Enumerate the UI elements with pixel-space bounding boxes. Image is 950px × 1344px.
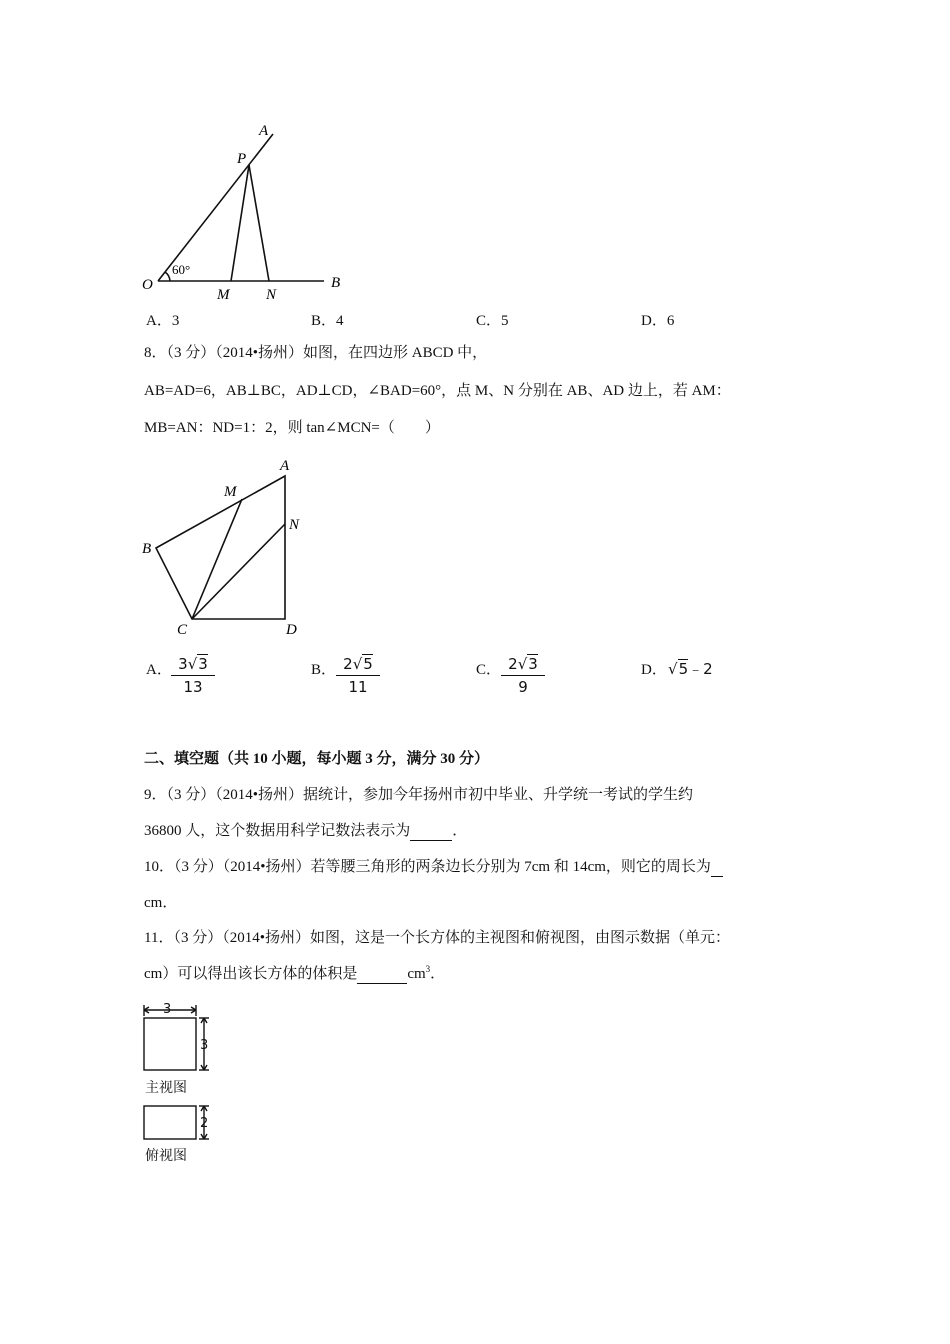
- q7-option-b[interactable]: B．4: [311, 313, 344, 329]
- q8-option-a-fraction: 3√3 13: [171, 655, 215, 696]
- q8-line-1: 8．（3 分）（2014•扬州）如图，在四边形 ABCD 中，: [144, 345, 488, 361]
- figure-quadrilateral-abcd: [136, 452, 326, 642]
- q11-answer-blank[interactable]: [357, 966, 407, 984]
- label-c: C: [177, 622, 188, 638]
- q7-option-c[interactable]: C．5: [476, 313, 509, 329]
- top-view-caption: 俯视图: [145, 1148, 187, 1164]
- figure-cuboid-views: [136, 1000, 226, 1170]
- label-m: M: [224, 484, 237, 500]
- q9-line-2-text: 36800 人，这个数据用科学记数法表示为: [144, 823, 411, 839]
- q11-unit-exponent: 3: [425, 964, 431, 974]
- label-d: D: [286, 622, 297, 638]
- label-a: A: [259, 123, 269, 139]
- q8-option-c-label: C．: [476, 662, 502, 678]
- q8-line-2: AB=AD=6，AB⊥BC，AD⊥CD，∠BAD=60°，点 M、N 分别在 AB、AD 边上，若 AM：: [144, 383, 731, 399]
- q11-line-1: 11．（3 分）（2014•扬州）如图，这是一个长方体的主视图和俯视图，由图示数据（单元：: [144, 930, 730, 946]
- front-view-caption: 主视图: [145, 1080, 187, 1096]
- q9-line-2-end: ．: [452, 823, 468, 839]
- q7-option-a[interactable]: A．3: [146, 313, 180, 329]
- q10-line-2: cm．: [144, 895, 178, 911]
- q10-answer-blank[interactable]: [711, 859, 723, 877]
- q8-option-b-label: B．: [311, 662, 337, 678]
- front-height-label: 3: [200, 1038, 209, 1053]
- label-a: A: [280, 458, 290, 474]
- q10-line-1: [144, 855, 723, 877]
- q11-line-2-end: ．: [430, 966, 446, 982]
- label-b: B: [142, 541, 152, 557]
- q11-unit: cm: [407, 966, 426, 982]
- figure-angle-pmn: [136, 118, 356, 303]
- q11-line-2: [144, 962, 445, 984]
- q8-option-c-fraction: 2√3 9: [501, 655, 545, 696]
- label-n: N: [266, 287, 277, 303]
- label-b: B: [331, 275, 341, 291]
- top-depth-label: 2: [200, 1116, 209, 1131]
- q7-option-d[interactable]: D．6: [641, 313, 675, 329]
- q8-option-d-label: D．: [641, 662, 667, 678]
- q8-line-3: MB=AN：ND=1：2，则 tan∠MCN=（ ）: [144, 420, 440, 436]
- q9-answer-blank[interactable]: [410, 823, 452, 841]
- label-o: O: [142, 277, 153, 293]
- q8-option-a-label: A．: [146, 662, 172, 678]
- front-width-label: 3: [163, 1002, 172, 1017]
- q9-line-2: [144, 819, 467, 841]
- q8-option-b-fraction: 2√5 11: [336, 655, 380, 696]
- label-m: M: [217, 287, 230, 303]
- label-p: P: [237, 151, 247, 167]
- label-n: N: [289, 517, 300, 533]
- q10-line-1-text: 10．（3 分）（2014•扬州）若等腰三角形的两条边长分别为 7cm 和 14cm，则它的周长为: [144, 859, 711, 875]
- q11-line-2-text: cm）可以得出该长方体的体积是: [144, 966, 358, 982]
- q8-option-d-expression: √5﹣2: [668, 660, 713, 678]
- section-2-heading: 二、填空题（共 10 小题，每小题 3 分，满分 30 分）: [144, 751, 490, 767]
- label-angle: 60°: [172, 262, 191, 277]
- q9-line-1: 9．（3 分）（2014•扬州）据统计，参加今年扬州市初中毕业、升学统一考试的学生约: [144, 787, 694, 803]
